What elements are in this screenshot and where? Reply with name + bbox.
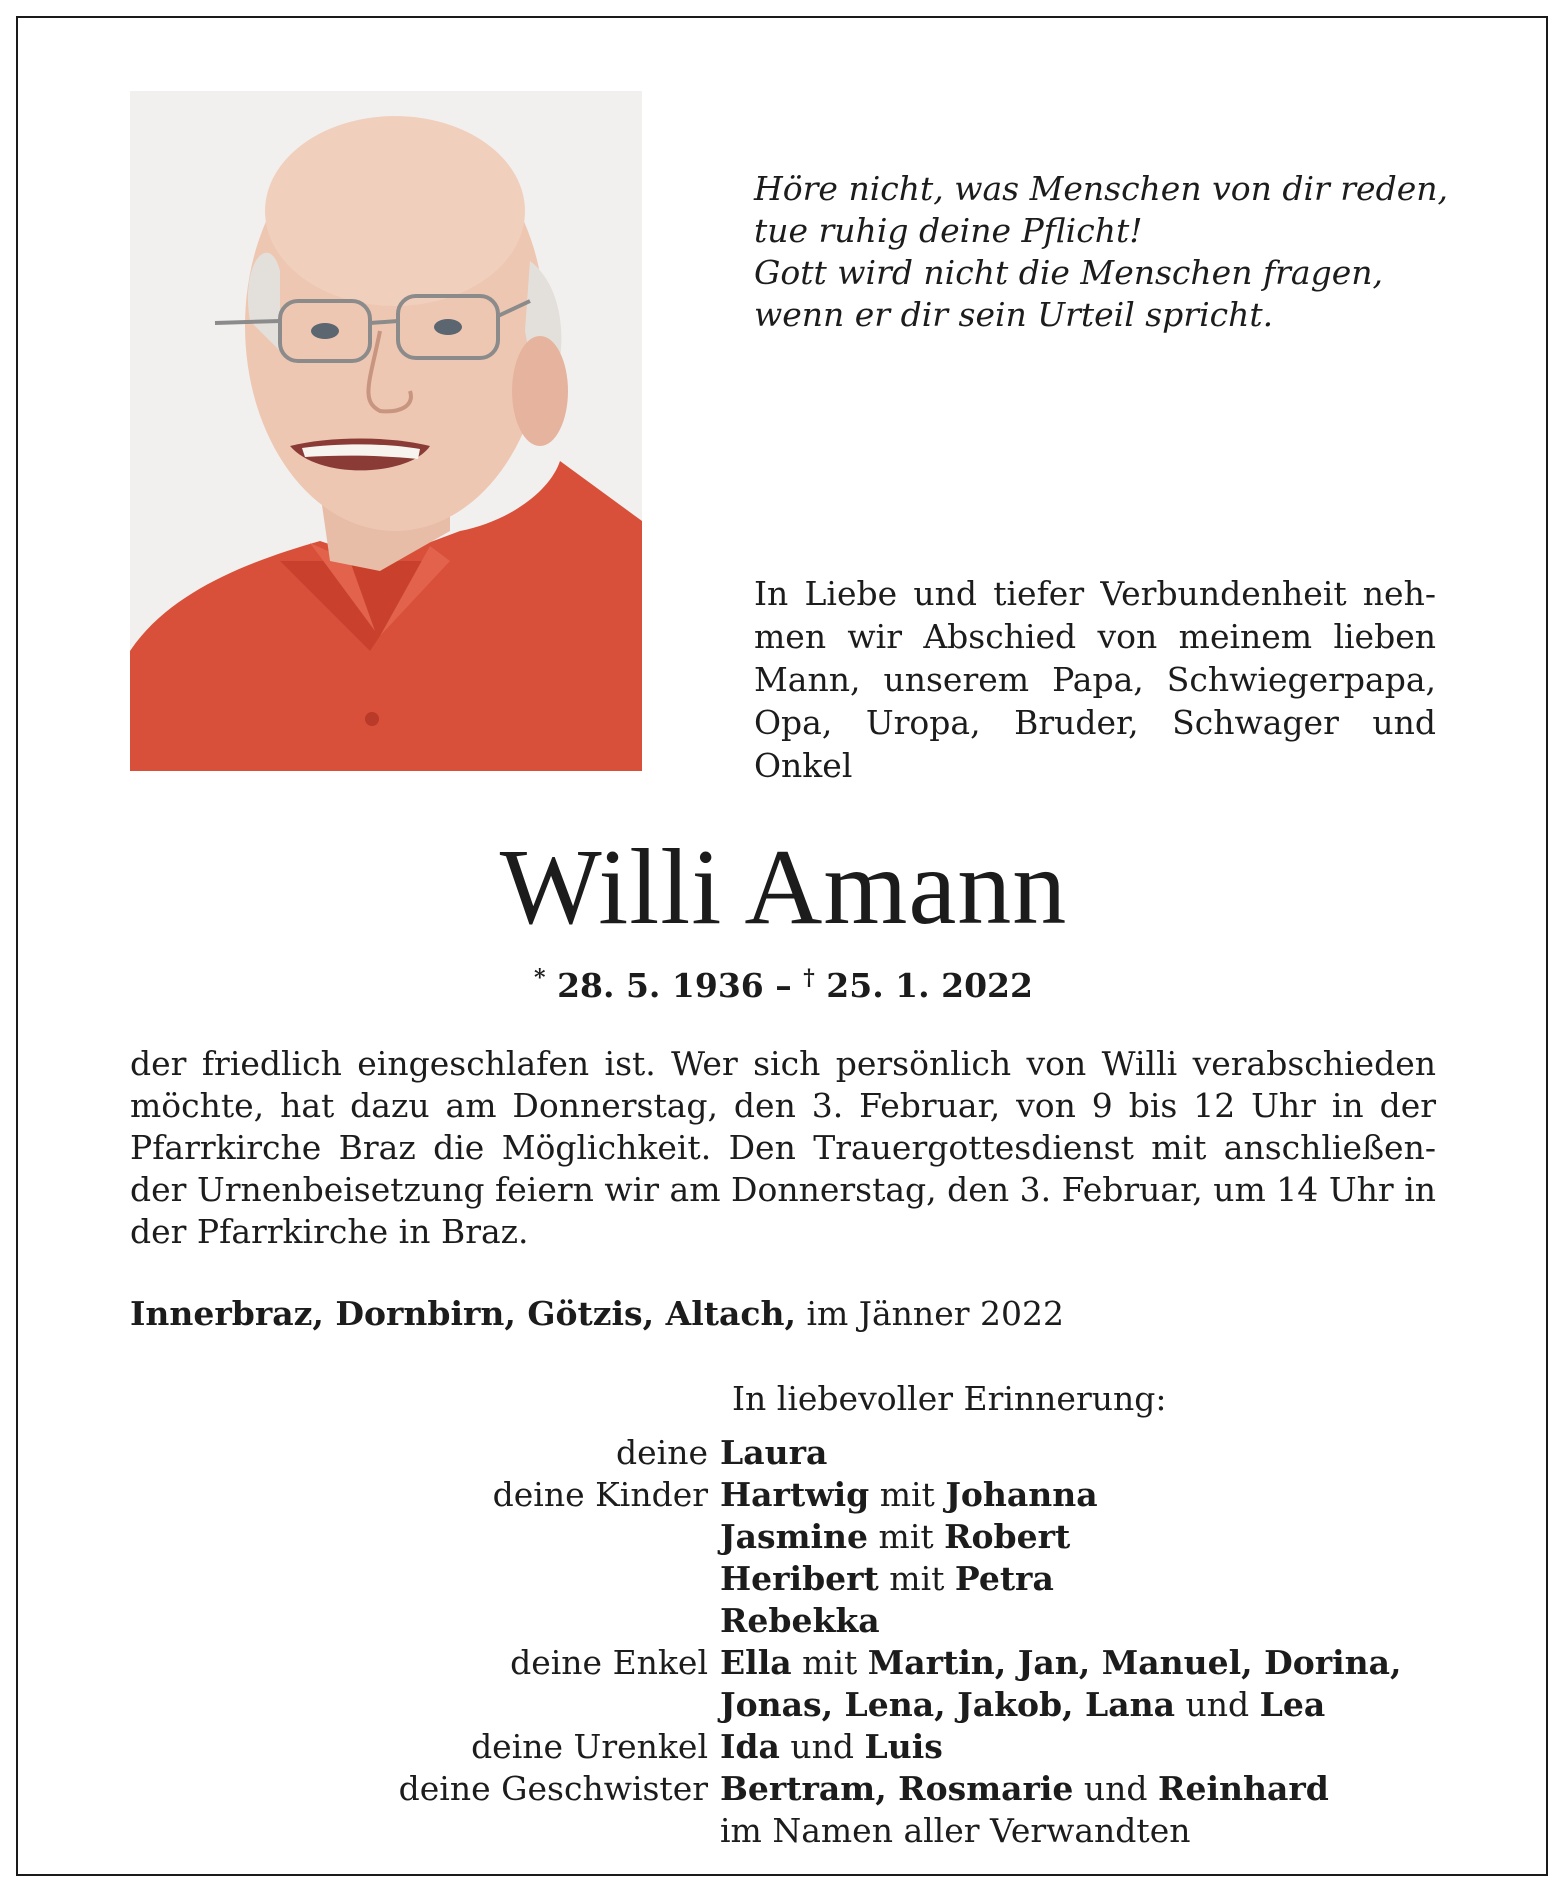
- intro-line: Opa, Uropa, Bruder, Schwager und: [754, 703, 1436, 742]
- list-item: [300, 1432, 1500, 1474]
- mourner-name: Ida: [720, 1727, 780, 1766]
- connector: und: [779, 1727, 865, 1766]
- connector: mit: [868, 1517, 945, 1556]
- intro-line: Onkel: [754, 746, 853, 785]
- places: Innerbraz, Dornbirn, Götzis, Altach,: [130, 1294, 796, 1333]
- body-line: der Urnenbeisetzung feiern wir am Donnerstag, den 3. Februar, um 14 Uhr in: [130, 1170, 1436, 1209]
- connector: und: [1175, 1685, 1260, 1724]
- body-line: der Pfarrkirche in Braz.: [130, 1212, 529, 1251]
- intro-line: In Liebe und tiefer Verbundenheit neh-: [754, 574, 1436, 613]
- place-and-date: [130, 1293, 1064, 1335]
- date-separator: –: [775, 966, 792, 1005]
- mourner-name: Jonas, Lena, Jakob, Lana: [720, 1685, 1175, 1724]
- relation-label: deine Urenkel: [471, 1727, 708, 1766]
- list-item: [300, 1558, 1500, 1600]
- quote-block: [754, 168, 1474, 336]
- list-item: [300, 1768, 1500, 1810]
- quote-line: tue ruhig deine Pflicht!: [754, 211, 1143, 250]
- mourner-name: Luis: [864, 1727, 943, 1766]
- body-line: möchte, hat dazu am Donnerstag, den 3. Februar, von 9 bis 12 Uhr in der: [130, 1086, 1436, 1125]
- list-item: [300, 1600, 1500, 1642]
- quote-line: wenn er dir sein Urteil spricht.: [754, 295, 1274, 334]
- list-item: [300, 1726, 1500, 1768]
- mourner-name: Martin, Jan, Manuel, Dorina,: [867, 1643, 1402, 1682]
- connector: mit: [869, 1475, 946, 1514]
- mourners-list: [300, 1432, 1500, 1852]
- mourner-name: Ella: [720, 1643, 792, 1682]
- mourner-name: Bertram, Rosmarie: [720, 1769, 1074, 1808]
- service-details: [130, 1043, 1436, 1253]
- mourner-name: Robert: [944, 1517, 1071, 1556]
- closing-line: im Namen aller Verwandten: [720, 1811, 1191, 1850]
- farewell-intro: [754, 572, 1436, 787]
- memory-heading: In liebevoller Erinnerung:: [732, 1379, 1167, 1418]
- relation-label: deine Enkel: [510, 1643, 708, 1682]
- issue-date: im Jänner 2022: [795, 1294, 1064, 1333]
- portrait-photo: [130, 91, 642, 771]
- mourner-name: Heribert: [720, 1559, 879, 1598]
- intro-line: Mann, unserem Papa, Schwiegerpapa,: [754, 660, 1436, 699]
- mourner-name: Laura: [720, 1433, 828, 1472]
- list-item: [300, 1684, 1500, 1726]
- quote-line: Gott wird nicht die Menschen fragen,: [754, 253, 1383, 292]
- connector: mit: [791, 1643, 868, 1682]
- deceased-name: Willi Amann: [499, 828, 1068, 947]
- relation-label: deine Kinder: [492, 1475, 708, 1514]
- list-item: [300, 1516, 1500, 1558]
- birth-symbol: *: [534, 965, 546, 991]
- life-dates: [0, 958, 1567, 1006]
- relation-label: deine: [616, 1433, 708, 1472]
- body-line: der friedlich eingeschlafen ist. Wer sich persönlich von Willi verabschieden: [130, 1044, 1436, 1083]
- mourner-name: Petra: [954, 1559, 1054, 1598]
- mourner-name: Jasmine: [720, 1517, 869, 1556]
- intro-line: men wir Abschied von meinem lieben: [754, 617, 1436, 656]
- connector: mit: [878, 1559, 955, 1598]
- death-date: 25. 1. 2022: [826, 966, 1033, 1005]
- relation-label: deine Geschwister: [398, 1769, 708, 1808]
- quote-line: Höre nicht, was Menschen von dir reden,: [754, 169, 1448, 208]
- body-line: Pfarrkirche Braz die Möglichkeit. Den Trauergottesdienst mit anschließen-: [130, 1128, 1436, 1167]
- mourner-name: Rebekka: [720, 1601, 880, 1640]
- mourner-name: Johanna: [945, 1475, 1098, 1514]
- mourner-name: Lea: [1259, 1685, 1326, 1724]
- list-item: [300, 1474, 1500, 1516]
- mourner-name: Hartwig: [720, 1475, 870, 1514]
- list-item: [300, 1810, 1500, 1852]
- mourner-name: Reinhard: [1158, 1769, 1329, 1808]
- birth-date: 28. 5. 1936: [557, 966, 764, 1005]
- death-symbol: †: [803, 965, 815, 991]
- list-item: [300, 1642, 1500, 1684]
- connector: und: [1073, 1769, 1159, 1808]
